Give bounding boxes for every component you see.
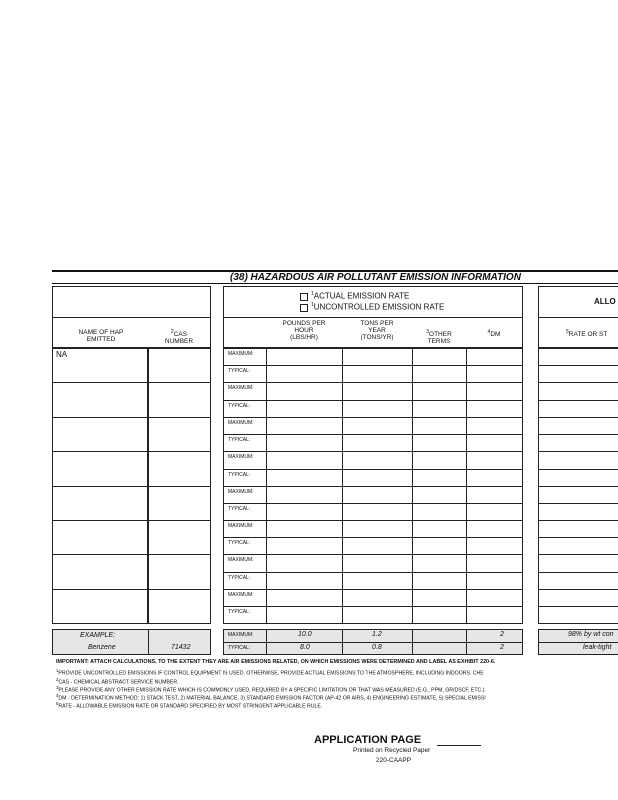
- column-line: [412, 554, 413, 589]
- allowable-header: ALLO: [594, 297, 616, 306]
- rate-divider: [538, 537, 618, 538]
- column-line: [412, 382, 413, 417]
- hap-name-cell[interactable]: [52, 589, 148, 624]
- typical-label: TYPICAL:: [228, 506, 251, 512]
- example-typ-label: TYPICAL:: [228, 645, 251, 651]
- row-divider: [223, 572, 523, 573]
- example-max-tons: 1.2: [372, 631, 382, 638]
- maximum-label: MAXIMUM:: [228, 385, 254, 391]
- cas-number-cell[interactable]: [148, 417, 211, 452]
- row-divider: [223, 365, 523, 366]
- column-line: [266, 554, 267, 589]
- cas-number-cell[interactable]: [148, 348, 211, 383]
- actual-rate-checkbox[interactable]: [300, 293, 308, 301]
- col-dm-header: $^4$DM: [487, 329, 501, 339]
- hap-name-cell[interactable]: [52, 520, 148, 555]
- footnote-1: $^1$PROVIDE UNCONTROLLED EMISSIONS IF CONTROL EQUIPMENT IS USED. OTHERWISE, PROVIDE ACTUAL EMISSIONS TO THE ATMOSPHERE, INCLUDING INDOORS. CHE: [56, 668, 484, 677]
- header-divider: [223, 317, 523, 318]
- column-line: [412, 451, 413, 486]
- application-page-label: APPLICATION PAGE: [314, 734, 422, 746]
- cas-number-cell[interactable]: [148, 554, 211, 590]
- cas-number-cell[interactable]: [148, 486, 211, 521]
- printed-on: Printed on Recycled Paper: [353, 747, 431, 754]
- column-line: [342, 554, 343, 589]
- maximum-label: MAXIMUM:: [228, 592, 254, 598]
- maximum-label: MAXIMUM:: [228, 420, 254, 426]
- example-typ-dm: 2: [500, 644, 504, 651]
- section-title: (38) HAZARDOUS AIR POLLUTANT EMISSION INFORMATION: [230, 272, 521, 283]
- example-col-line: [412, 629, 413, 655]
- actual-rate-option[interactable]: $^1$ACTUAL EMISSION RATE: [300, 291, 409, 301]
- example-name: Benzene: [88, 644, 116, 651]
- row-divider: [223, 469, 523, 470]
- column-line: [342, 382, 343, 417]
- row-divider: [223, 503, 523, 504]
- column-line: [342, 348, 343, 382]
- example-rate-typ: leak-tight: [583, 644, 612, 651]
- example-left-box: [52, 629, 211, 655]
- column-line: [266, 382, 267, 417]
- maximum-label: MAXIMUM:: [228, 454, 254, 460]
- rate-divider: [538, 572, 618, 573]
- col-other-header: $^3$OTHER TERMS: [426, 329, 452, 346]
- column-line: [266, 417, 267, 451]
- hap-name-cell[interactable]: [52, 554, 148, 590]
- maximum-label: MAXIMUM:: [228, 351, 254, 357]
- column-line: [466, 417, 467, 451]
- uncontrolled-rate-option[interactable]: $^1$UNCONTROLLED EMISSION RATE: [300, 302, 444, 312]
- uncontrolled-rate-label: UNCONTROLLED EMISSION RATE: [313, 302, 445, 312]
- rate-divider: [538, 365, 618, 366]
- typical-label: TYPICAL:: [228, 609, 251, 615]
- row-divider: [223, 537, 523, 538]
- column-line: [342, 417, 343, 451]
- rate-divider: [538, 469, 618, 470]
- column-line: [412, 486, 413, 520]
- actual-rate-label: ACTUAL EMISSION RATE: [313, 291, 410, 301]
- hap-name-cell[interactable]: [52, 486, 148, 521]
- cas-number-cell[interactable]: [148, 451, 211, 487]
- column-line: [466, 348, 467, 382]
- hap-name-cell[interactable]: [52, 451, 148, 487]
- column-line: [412, 348, 413, 382]
- example-divider: [148, 629, 149, 655]
- cas-number-cell[interactable]: [148, 382, 211, 418]
- application-page-blank[interactable]: [437, 745, 481, 746]
- column-line: [342, 451, 343, 486]
- example-rate-max: 98% by wt con: [568, 631, 614, 638]
- first-hap-entry: NA: [56, 350, 68, 359]
- maximum-label: MAXIMUM:: [228, 557, 254, 563]
- form-id: 220-CAAPP: [376, 757, 412, 764]
- col-rate-header: $^5$RATE OR ST: [566, 329, 608, 339]
- column-line: [466, 589, 467, 623]
- column-line: [466, 451, 467, 486]
- example-label: EXAMPLE:: [80, 632, 116, 639]
- uncontrolled-rate-checkbox[interactable]: [300, 304, 308, 312]
- column-line: [266, 451, 267, 486]
- row-divider: [223, 606, 523, 607]
- hap-name-cell[interactable]: [52, 382, 148, 418]
- column-line: [466, 554, 467, 589]
- typical-label: TYPICAL:: [228, 437, 251, 443]
- important-note: IMPORTANT: ATTACH CALCULATIONS, TO THE EXTENT THEY ARE AIR EMISSIONS RELATED, ON WHICH EMISSIONS WERE DETERMINED AND LABEL AS EXHIBIT 220-6.: [56, 659, 496, 665]
- example-right-divider: [538, 642, 618, 643]
- column-line: [466, 486, 467, 520]
- typical-label: TYPICAL:: [228, 403, 251, 409]
- row-divider: [223, 434, 523, 435]
- maximum-label: MAXIMUM:: [228, 489, 254, 495]
- example-col-line: [466, 629, 467, 655]
- rate-divider: [538, 503, 618, 504]
- col-lbs-header: POUNDS PER HOUR (LBS/HR): [282, 320, 326, 341]
- typical-label: TYPICAL:: [228, 368, 251, 374]
- column-line: [342, 486, 343, 520]
- example-mid-divider: [223, 642, 523, 643]
- col-cas-header: $^2$CAS NUMBER: [164, 329, 194, 346]
- footnote-2: $^2$CAS - CHEMICAL ABSTRACT SERVICE NUMBER.: [56, 677, 179, 686]
- column-line: [266, 348, 267, 382]
- example-col-line: [342, 629, 343, 655]
- row-divider: [223, 400, 523, 401]
- rate-divider: [538, 606, 618, 607]
- example-max-lbs: 10.0: [298, 631, 312, 638]
- column-line: [412, 589, 413, 623]
- cas-number-cell[interactable]: [148, 520, 211, 555]
- footnote-5: $^5$RATE - ALLOWABLE EMISSION RATE OR STANDARD SPECIFIED BY MOST STRINGENT APPLICABLE RULE.: [56, 701, 323, 710]
- cas-number-cell[interactable]: [148, 589, 211, 624]
- header-divider-left: [52, 317, 211, 318]
- example-col-line: [266, 629, 267, 655]
- example-max-dm: 2: [500, 631, 504, 638]
- column-line: [466, 382, 467, 417]
- example-typ-lbs: 8.0: [300, 644, 310, 651]
- column-line: [342, 589, 343, 623]
- header-divider-right: [538, 317, 618, 318]
- column-line: [412, 417, 413, 451]
- column-line: [266, 486, 267, 520]
- hap-name-cell[interactable]: [52, 417, 148, 452]
- example-cas: 71432: [171, 644, 191, 651]
- footnote-4: $^4$DM - DETERMINATION METHOD: 1) STACK TEST, 2) MATERIAL BALANCE, 3) STANDARD EMISSION FACTOR (AP-42 OR AIRS, 4) ENGINEERING ESTIMATE, 5) SPECIAL EMISSI: [56, 693, 486, 702]
- rate-divider: [538, 434, 618, 435]
- typical-label: TYPICAL:: [228, 472, 251, 478]
- footnote-3: $^3$PLEASE PROVIDE ANY OTHER EMISSION RATE WHICH IS COMMONLY USED, REQUIRED BY A SPECIFIC LIMITATION OR THAT WAS MEASURED (E.G., PPM, GR/DSCF, ETC.).: [56, 685, 486, 694]
- rate-divider: [538, 400, 618, 401]
- example-typ-tons: 0.8: [372, 644, 382, 651]
- column-line: [412, 520, 413, 554]
- maximum-label: MAXIMUM:: [228, 523, 254, 529]
- title-rule: [52, 283, 618, 284]
- col-name-header: NAME OF HAP EMITTED: [78, 329, 124, 343]
- column-line: [342, 520, 343, 554]
- typical-label: TYPICAL:: [228, 540, 251, 546]
- column-line: [266, 589, 267, 623]
- column-line: [266, 520, 267, 554]
- example-max-label: MAXIMUM:: [228, 632, 254, 638]
- col-tons-header: TONS PER YEAR (TONS/YR): [360, 320, 394, 341]
- typical-label: TYPICAL:: [228, 575, 251, 581]
- column-line: [466, 520, 467, 554]
